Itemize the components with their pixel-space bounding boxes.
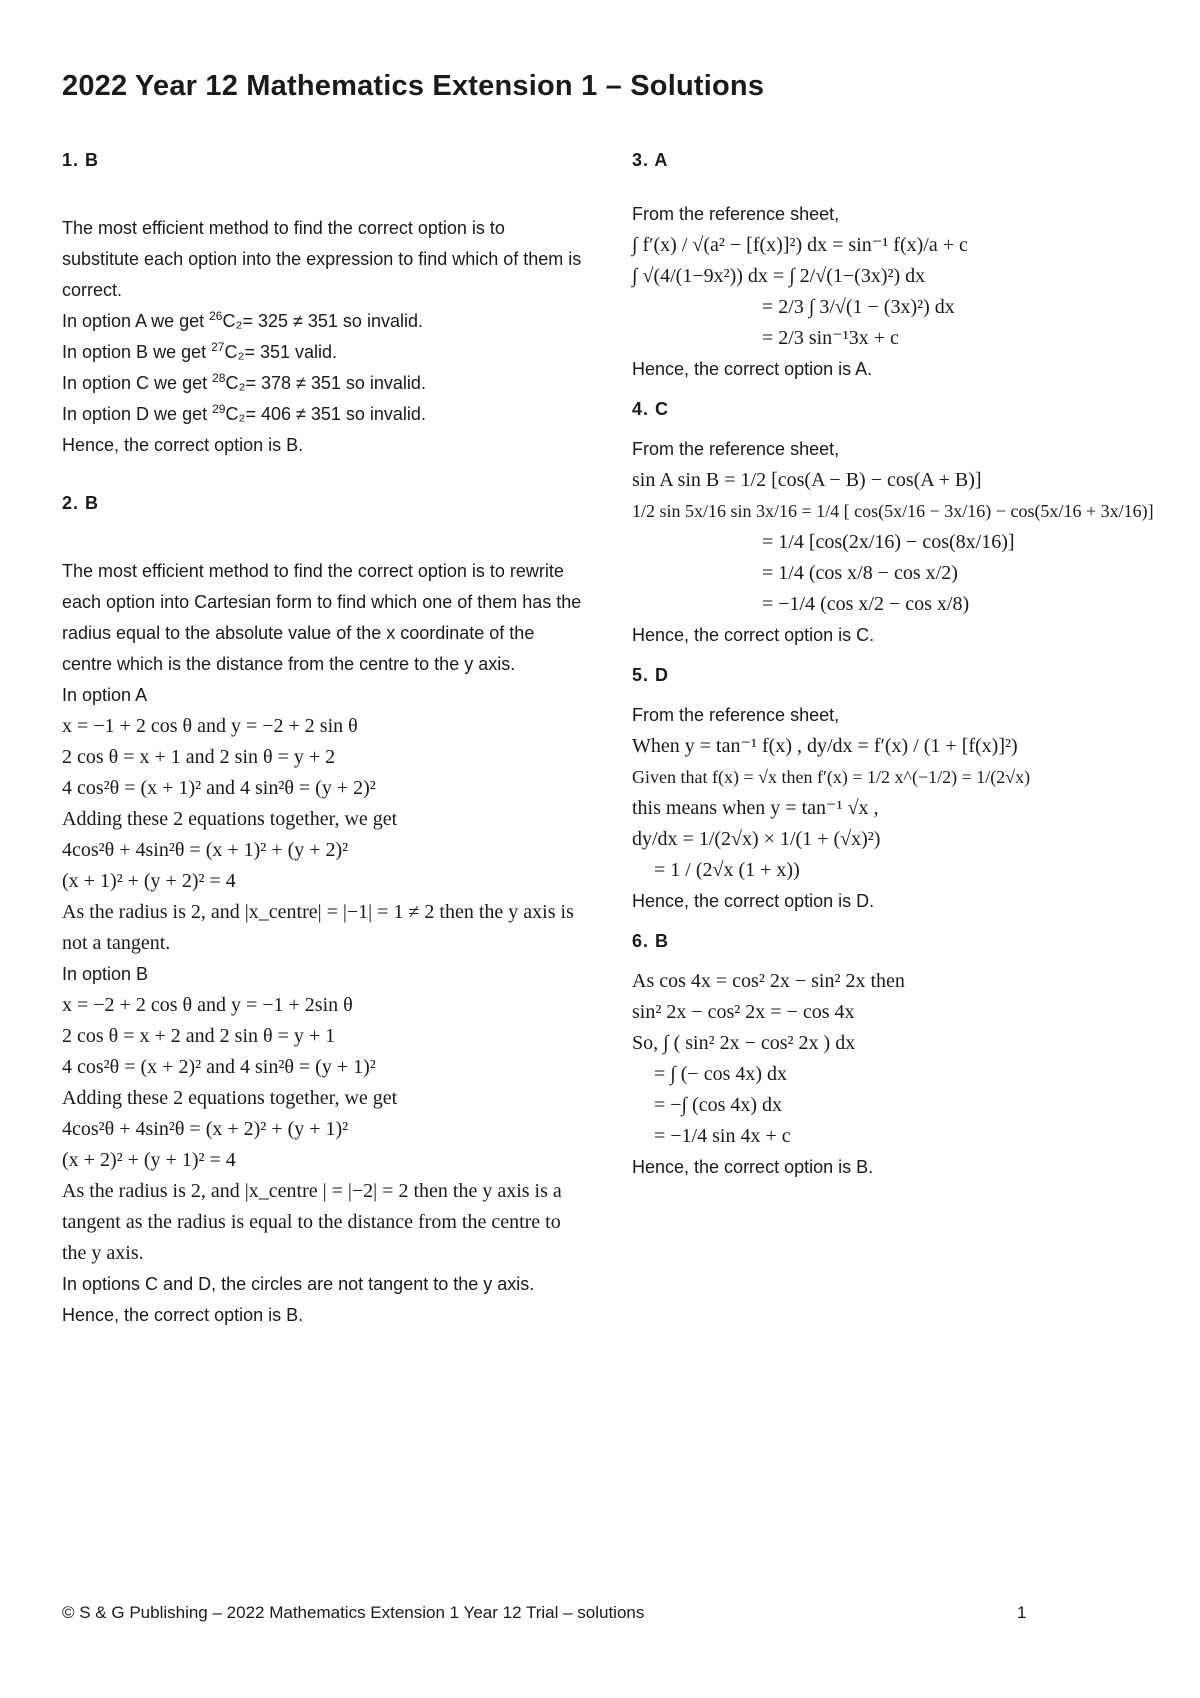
q4-step-1: 1/2 sin 5x/16 sin 3x/16 = 1/4 [ cos(5x/16 − 3x/16) − cos(5x/16 + 3x/16)]: [632, 501, 1154, 521]
q4-step-2: = 1/4 [cos(2x/16) − cos(8x/16)]: [762, 531, 1015, 553]
q4-step-4: = −1/4 (cos x/2 − cos x/8): [762, 593, 970, 615]
question-4-answer: 4. C: [632, 399, 670, 419]
q6-step-3: So, ∫ ( sin² 2x − cos² 2x ) dx: [632, 1032, 856, 1054]
q2-b-step-1: x = −2 + 2 cos θ and y = −1 + 2sin θ: [62, 994, 353, 1016]
question-2-answer: 2. B: [62, 493, 100, 513]
q1-option-b: In option B we get $^{27}$C₂= 351 valid.: [62, 340, 338, 362]
page-number: 1: [1017, 1603, 1027, 1622]
question-1: [62, 150, 582, 461]
q5-step-3: this means when y = tan⁻¹ √x ,: [632, 797, 879, 819]
q2-a-step-7: As the radius is 2, and |x_centre| = |−1| = 1 ≠ 2 then the y axis is not a tangent.: [62, 901, 574, 954]
q2-b-step-4: Adding these 2 equations together, we get: [62, 1087, 398, 1109]
q2-b-step-2: 2 cos θ = x + 2 and 2 sin θ = y + 1: [62, 1025, 336, 1047]
page-title: 2022 Year 12 Mathematics Extension 1 – Solutions: [62, 70, 765, 102]
q6-step-4: = ∫ (− cos 4x) dx: [654, 1063, 788, 1085]
question-3-answer: 3. A: [632, 150, 669, 170]
q5-reference: From the reference sheet,: [632, 705, 840, 725]
q1-option-c: In option C we get $^{28}$C₂= 378 ≠ 351 so invalid.: [62, 371, 426, 393]
q2-b-step-3: 4 cos²θ = (x + 2)² and 4 sin²θ = (y + 1)²: [62, 1056, 376, 1078]
question-5-answer: 5. D: [632, 665, 670, 685]
q6-step-5: = −∫ (cos 4x) dx: [654, 1094, 783, 1116]
question-6: [632, 931, 1152, 1183]
q4-conclusion: Hence, the correct option is C.: [632, 625, 875, 645]
q6-step-2: sin² 2x − cos² 2x = − cos 4x: [632, 1001, 855, 1023]
q1-conclusion: Hence, the correct option is B.: [62, 435, 304, 455]
q2-a-step-6: (x + 1)² + (y + 2)² = 4: [62, 870, 236, 892]
q3-step-2: = 2/3 ∫ 3/√(1 − (3x)²) dx: [762, 296, 955, 318]
q4-identity: sin A sin B = 1/2 [cos(A − B) − cos(A + B)]: [632, 469, 982, 491]
q2-b-step-5: 4cos²θ + 4sin²θ = (x + 2)² + (y + 1)²: [62, 1118, 349, 1140]
q4-reference: From the reference sheet,: [632, 439, 840, 459]
question-2: [62, 493, 582, 1331]
question-1-intro: The most efficient method to find the correct option is to substitute each option into the expression to find which of them is correct.: [62, 218, 582, 300]
q4-step-3: = 1/4 (cos x/8 − cos x/2): [762, 562, 958, 584]
q5-step-4: dy/dx = 1/(2√x) × 1/(1 + (√x)²): [632, 828, 881, 850]
q3-reference: From the reference sheet,: [632, 204, 840, 224]
q3-formula: ∫ f′(x) / √(a² − [f(x)]²) dx = sin⁻¹ f(x)/a + c: [632, 234, 968, 256]
q5-conclusion: Hence, the correct option is D.: [632, 891, 875, 911]
q2-a-step-5: 4cos²θ + 4sin²θ = (x + 1)² + (y + 2)²: [62, 839, 349, 861]
question-5: [632, 665, 1152, 917]
q6-conclusion: Hence, the correct option is B.: [632, 1157, 874, 1177]
q3-step-1: ∫ √(4/(1−9x²)) dx = ∫ 2/√(1−(3x)²) dx: [632, 265, 926, 287]
question-4: [632, 399, 1152, 651]
q2-b-step-6: (x + 2)² + (y + 1)² = 4: [62, 1149, 236, 1171]
q2-a-step-2: 2 cos θ = x + 1 and 2 sin θ = y + 2: [62, 746, 336, 768]
page-footer: © S & G Publishing – 2022 Mathematics Extension 1 Year 12 Trial – solutions: [62, 1603, 645, 1622]
q5-step-5: = 1 / (2√x (1 + x)): [654, 859, 800, 881]
q2-options-c-d: In options C and D, the circles are not tangent to the y axis.: [62, 1274, 535, 1294]
q1-option-a: In option A we get $^{26}$C₂= 325 ≠ 351 so invalid.: [62, 309, 423, 331]
q2-option-a-label: In option A: [62, 685, 148, 705]
q2-a-step-4: Adding these 2 equations together, we get: [62, 808, 398, 830]
q3-conclusion: Hence, the correct option is A.: [632, 359, 873, 379]
question-3: [632, 150, 1152, 385]
question-2-intro: The most efficient method to find the correct option is to rewrite each option into Cartesian form to find which one of them has the radius equal to the absolute value of the x coordinate of the centre which is the distance from the centre to the y axis.: [62, 561, 582, 674]
q5-step-2: Given that f(x) = √x then f′(x) = 1/2 x^(−1/2) = 1/(2√x): [632, 767, 1031, 787]
left-column: [62, 150, 582, 1331]
q6-step-1: As cos 4x = cos² 2x − sin² 2x then: [632, 970, 905, 992]
q2-a-step-1: x = −1 + 2 cos θ and y = −2 + 2 sin θ: [62, 715, 358, 737]
q2-conclusion: Hence, the correct option is B.: [62, 1305, 304, 1325]
q2-b-step-7: As the radius is 2, and |x_centre | = |−2| = 2 then the y axis is a tangent as the radius is equal to the distance from the centre to the y axis.: [62, 1180, 562, 1264]
q6-step-6: = −1/4 sin 4x + c: [654, 1125, 791, 1147]
q2-option-b-label: In option B: [62, 964, 149, 984]
q5-step-1: When y = tan⁻¹ f(x) , dy/dx = f′(x) / (1 + [f(x)]²): [632, 735, 1018, 757]
question-6-answer: 6. B: [632, 931, 670, 951]
q2-a-step-3: 4 cos²θ = (x + 1)² and 4 sin²θ = (y + 2)²: [62, 777, 376, 799]
q3-step-3: = 2/3 sin⁻¹3x + c: [762, 327, 899, 349]
right-column: [632, 150, 1152, 1183]
question-1-answer: 1. B: [62, 150, 100, 170]
q1-option-d: In option D we get $^{29}$C₂= 406 ≠ 351 so invalid.: [62, 402, 426, 424]
